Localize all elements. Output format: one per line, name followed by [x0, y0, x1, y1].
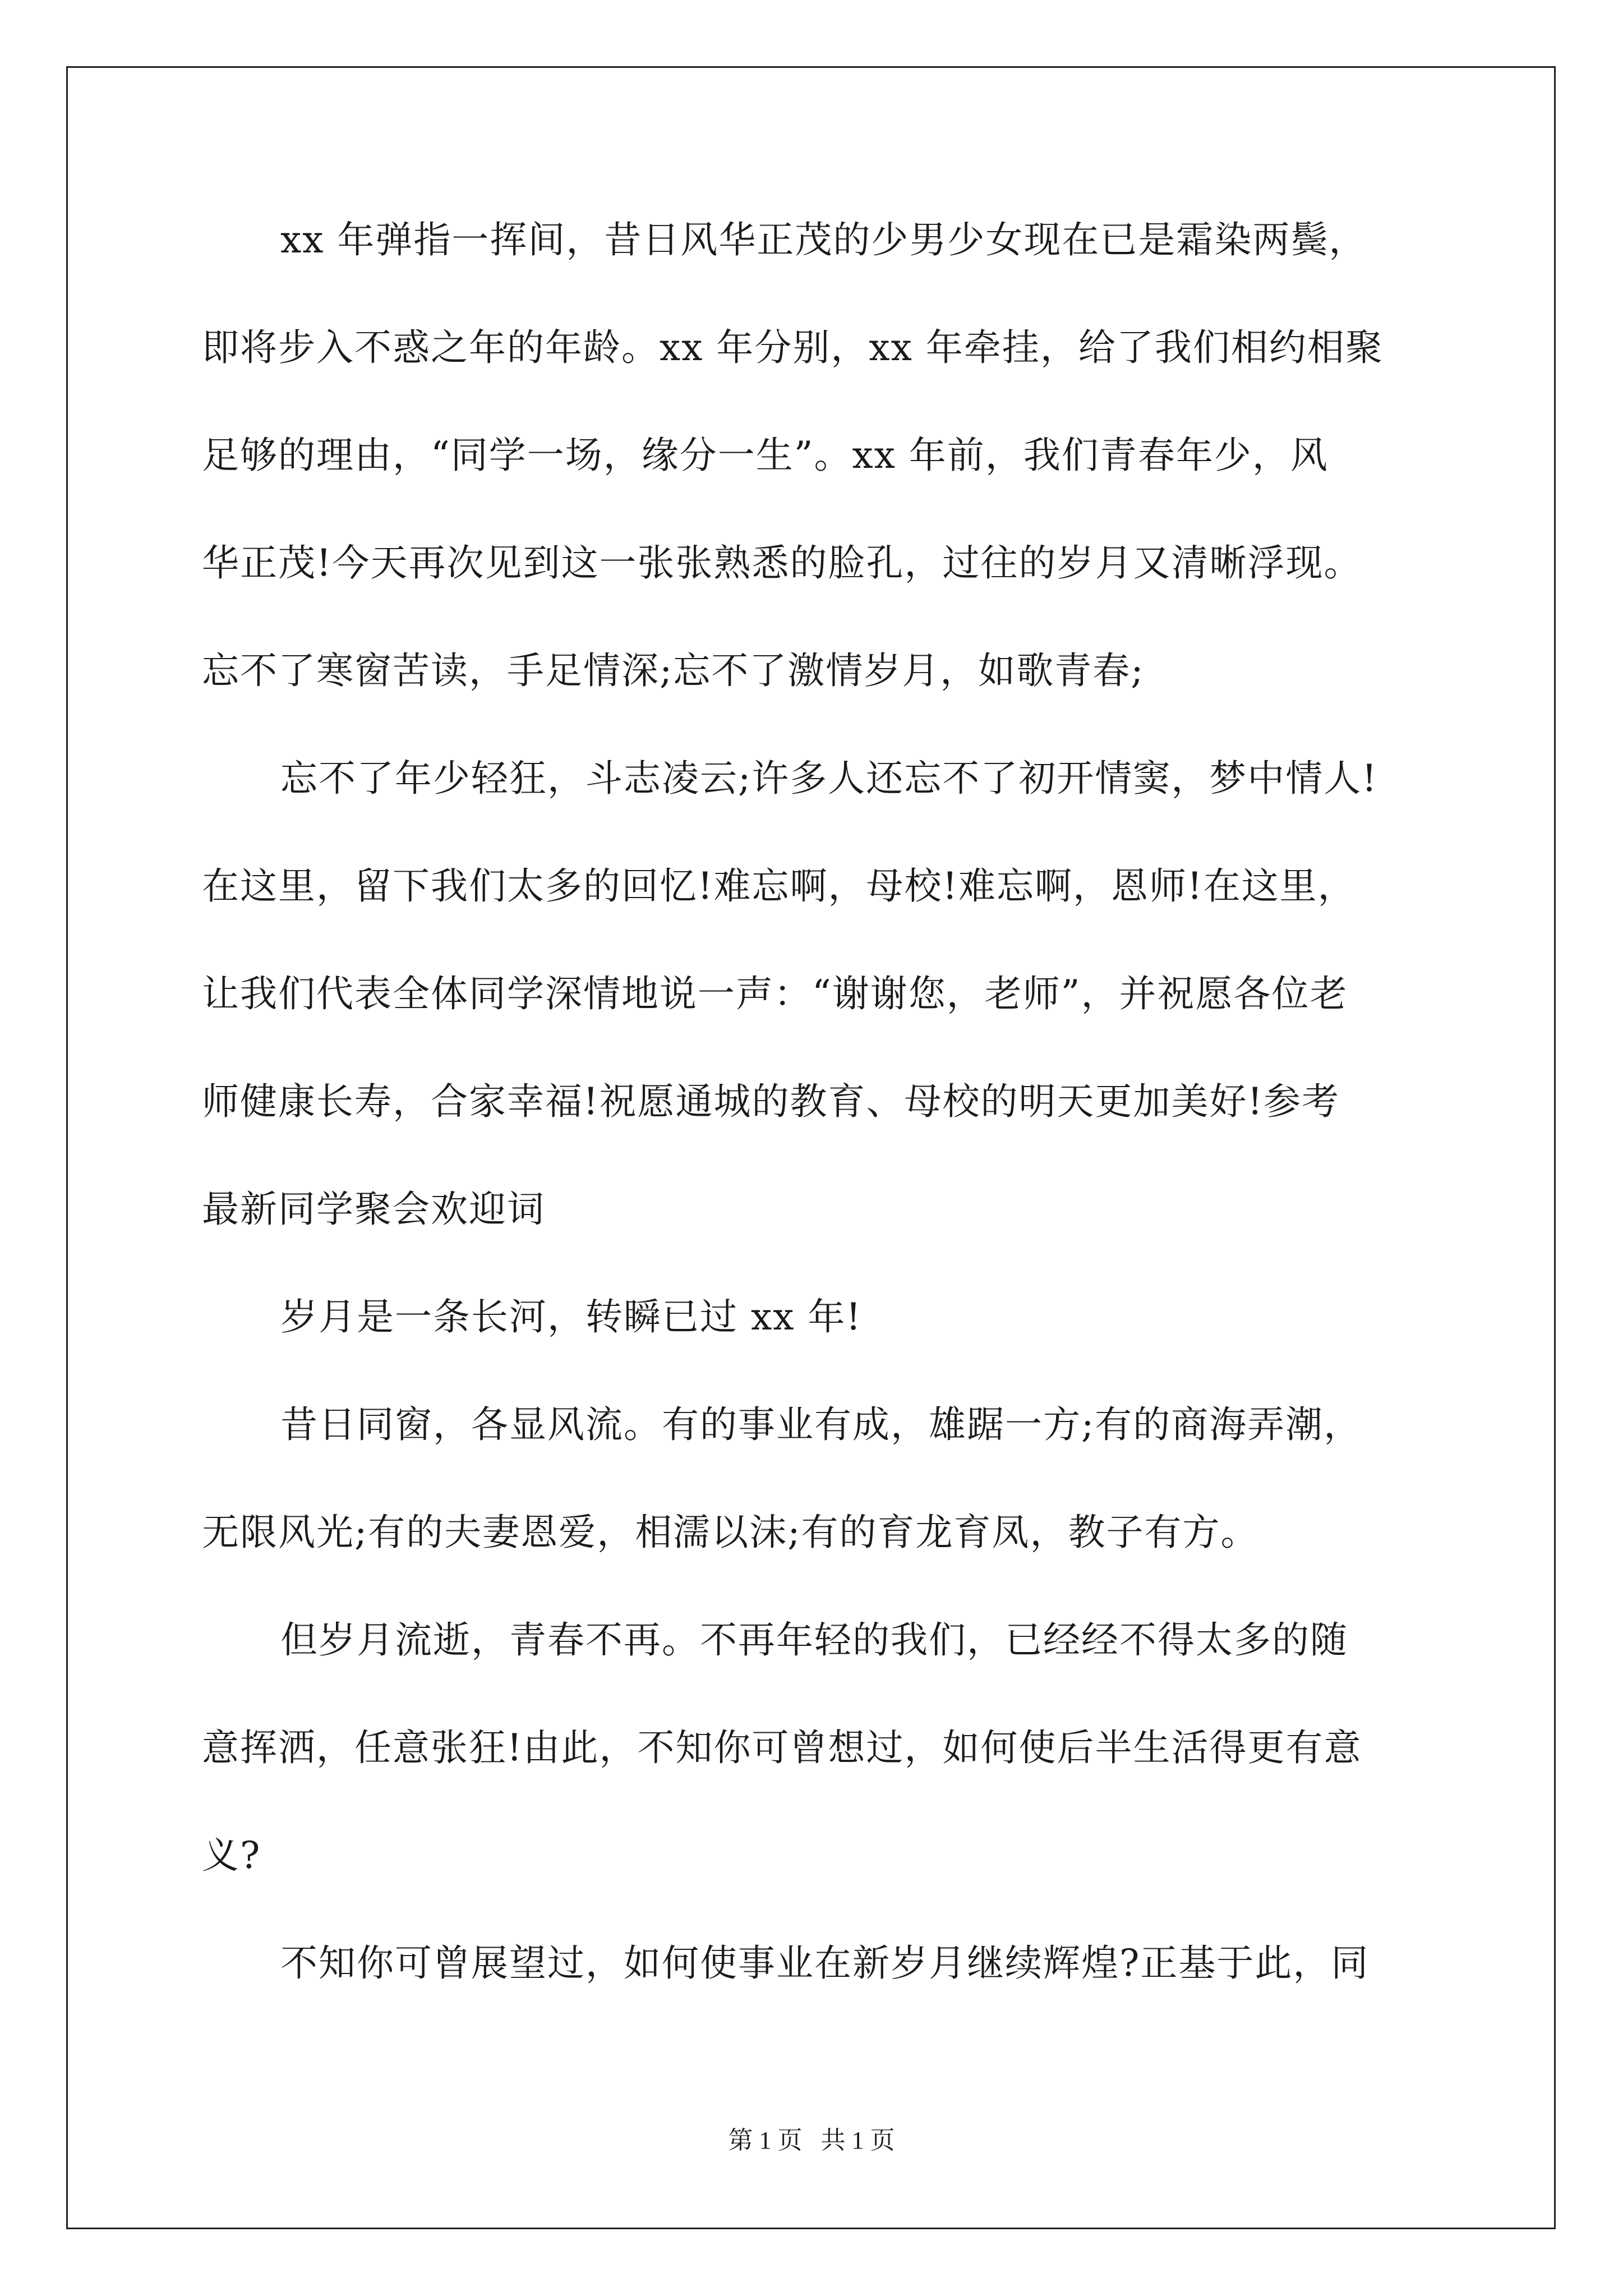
text-line: 即将步入不惑之年的年龄。xx 年分别，xx 年牵挂，给了我们相约相聚: [202, 326, 1384, 369]
text-line: 足够的理由，“同学一场，缘分一生”。xx 年前，我们青春年少，风: [202, 434, 1329, 477]
text-line: 不知你可曾展望过，如何使事业在新岁月继续辉煌?正基于此，同: [280, 1941, 1370, 1985]
text-line: 忘不了寒窗苦读，手足情深;忘不了激情岁月，如歌青春;: [202, 649, 1145, 692]
text-line: 让我们代表全体同学深情地说一声：“谢谢您，老师”，并祝愿各位老: [202, 972, 1348, 1015]
text-line: 昔日同窗，各显风流。有的事业有成，雄踞一方;有的商海弄潮，: [280, 1403, 1362, 1446]
page-footer: 第 1 页 共 1 页: [728, 2127, 895, 2154]
text-line: 义?: [202, 1834, 261, 1877]
text-line: 最新同学聚会欢迎词: [202, 1188, 545, 1231]
text-line: 在这里，留下我们太多的回忆!难忘啊，母校!难忘啊，恩师!在这里，: [202, 864, 1356, 908]
text-line: 师健康长寿，合家幸福!祝愿通城的教育、母校的明天更加美好!参考: [202, 1080, 1340, 1123]
text-line: 无限风光;有的夫妻恩爱，相濡以沫;有的育龙育凤，教子有方。: [202, 1511, 1259, 1554]
text-line: 岁月是一条长河，转瞬已过 xx 年!: [280, 1295, 862, 1338]
text-line: xx 年弹指一挥间，昔日风华正茂的少男少女现在已是霜染两鬓，: [280, 218, 1367, 261]
text-line: 但岁月流逝，青春不再。不再年轻的我们，已经经不得太多的随: [280, 1618, 1348, 1662]
text-line: 华正茂!今天再次见到这一张张熟悉的脸孔，过往的岁月又清晰浮现。: [202, 541, 1362, 585]
text-line: 忘不了年少轻狂，斗志凌云;许多人还忘不了初开情窦，梦中情人!: [280, 757, 1378, 800]
document-body: [202, 213, 1458, 2044]
text-line: 意挥洒，任意张狂!由此，不知你可曾想过，如何使后半生活得更有意: [202, 1726, 1362, 1769]
